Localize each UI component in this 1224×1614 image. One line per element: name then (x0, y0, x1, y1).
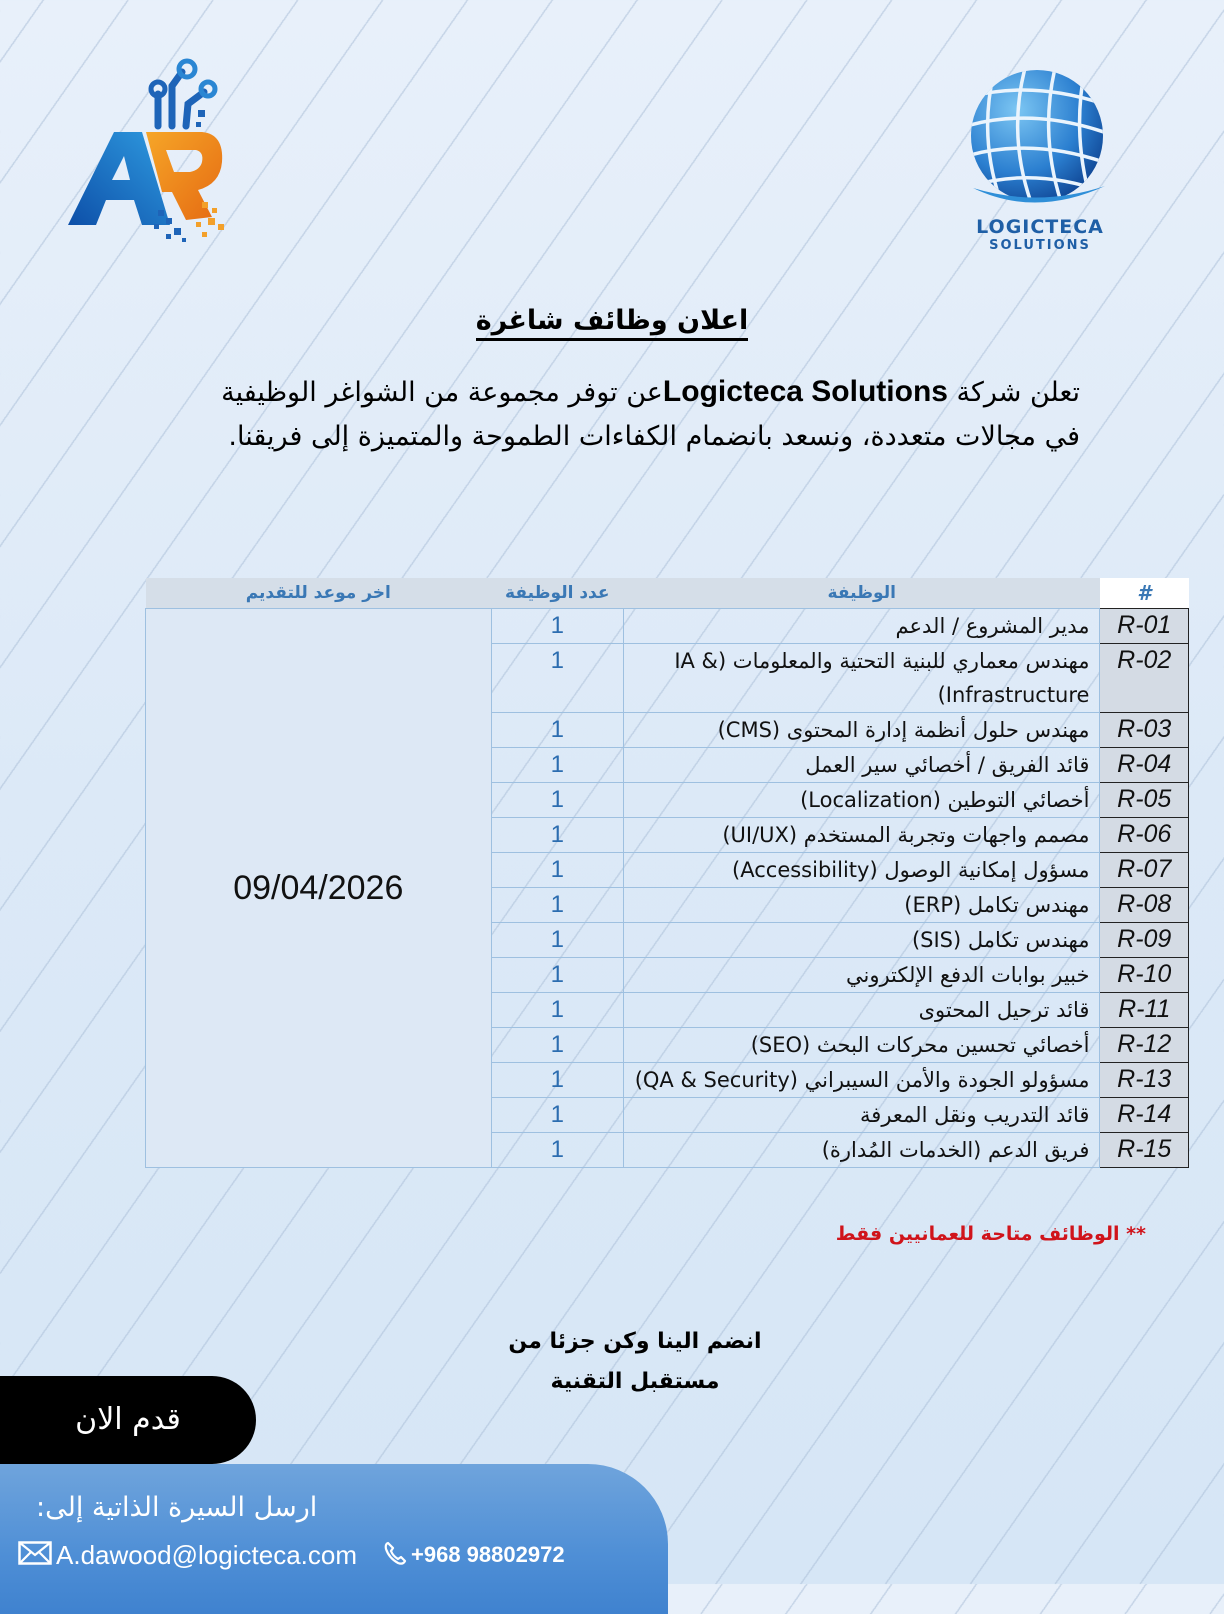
apply-now-label: قدم الان (75, 1402, 181, 1437)
job-code-cell: R-05 (1100, 783, 1189, 818)
slogan-line2: مستقبل التقنية (550, 1369, 720, 1394)
count-cell: 1 (491, 853, 623, 888)
count-cell: 1 (491, 1133, 623, 1168)
logicteca-logo (955, 68, 1125, 258)
job-code-cell: R-03 (1100, 713, 1189, 748)
logo-brand-line2: SOLUTIONS (989, 238, 1091, 253)
contact-label: ارسل السيرة الذاتية إلى: (36, 1492, 318, 1523)
job-title-cell: قائد ترحيل المحتوى (624, 993, 1100, 1028)
apply-now-button[interactable] (0, 1376, 256, 1464)
job-title-cell: قائد الفريق / أخصائي سير العمل (624, 748, 1100, 783)
eligibility-note: ** الوظائف متاحة للعمانيين فقط (835, 1223, 1146, 1245)
envelope-icon (18, 1541, 52, 1570)
job-code-cell: R-12 (1100, 1028, 1189, 1063)
job-code-cell: R-07 (1100, 853, 1189, 888)
intro-before-company: تعلن شركة (947, 377, 1080, 408)
page-title: اعلان وظائف شاغرة (0, 305, 1224, 336)
job-title-cell: أخصائي تحسين محركات البحث (SEO) (624, 1028, 1100, 1063)
job-code-cell: R-11 (1100, 993, 1189, 1028)
job-code-cell: R-02 (1100, 644, 1189, 713)
deadline-cell: 09/04/2026 (146, 609, 492, 1168)
job-title-cell: مصمم واجهات وتجربة المستخدم (UI/UX) (624, 818, 1100, 853)
header-count: عدد الوظيفة (491, 578, 623, 609)
intro-paragraph (195, 370, 1080, 459)
contact-email[interactable]: A.dawood@logicteca.com (56, 1539, 357, 1570)
job-code-cell: R-09 (1100, 923, 1189, 958)
count-cell: 1 (491, 1098, 623, 1133)
table-row (146, 609, 1189, 644)
count-cell: 1 (491, 1028, 623, 1063)
count-cell: 1 (491, 748, 623, 783)
job-code-cell: R-10 (1100, 958, 1189, 993)
job-code-cell: R-14 (1100, 1098, 1189, 1133)
count-cell: 1 (491, 644, 623, 713)
table-header-row (146, 578, 1189, 609)
header-title: الوظيفة (624, 578, 1100, 609)
job-title-cell: مسؤول إمكانية الوصول (Accessibility) (624, 853, 1100, 888)
job-title-cell: فريق الدعم (الخدمات المُدارة) (624, 1133, 1100, 1168)
count-cell: 1 (491, 958, 623, 993)
company-name: Logicteca Solutions (662, 375, 948, 408)
header-code: # (1100, 578, 1189, 609)
job-code-cell: R-04 (1100, 748, 1189, 783)
count-cell: 1 (491, 888, 623, 923)
job-title-cell: مهندس تكامل (SIS) (624, 923, 1100, 958)
job-title-cell: مهندس معماري للبنية التحتية والمعلومات (IA & Infrastructure) (624, 644, 1100, 713)
intro-after-company: عن توفر مجموعة من الشواغر الوظيفية في مجالات متعددة، ونسعد بانضمام الكفاءات الطموحة والمتميزة إلى فريقنا. (221, 377, 1080, 452)
job-code-cell: R-06 (1100, 818, 1189, 853)
job-title-cell: أخصائي التوطين (Localization) (624, 783, 1100, 818)
job-code-cell: R-08 (1100, 888, 1189, 923)
job-code-cell: R-13 (1100, 1063, 1189, 1098)
count-cell: 1 (491, 783, 623, 818)
job-title-cell: مسؤولو الجودة والأمن السيبراني (QA & Security) (624, 1063, 1100, 1098)
ar-logo (62, 52, 232, 252)
job-title-cell: مهندس حلول أنظمة إدارة المحتوى (CMS) (624, 713, 1100, 748)
contact-line (18, 1538, 565, 1572)
count-cell: 1 (491, 713, 623, 748)
count-cell: 1 (491, 993, 623, 1028)
job-title-cell: مهندس تكامل (ERP) (624, 888, 1100, 923)
job-title-cell: قائد التدريب ونقل المعرفة (624, 1098, 1100, 1133)
count-cell: 1 (491, 609, 623, 644)
job-title-cell: خبير بوابات الدفع الإلكتروني (624, 958, 1100, 993)
count-cell: 1 (491, 923, 623, 958)
count-cell: 1 (491, 818, 623, 853)
header-deadline: اخر موعد للتقديم (146, 578, 492, 609)
count-cell: 1 (491, 1063, 623, 1098)
contact-phone[interactable]: +968 98802972 (411, 1542, 565, 1567)
job-title-cell: مدير المشروع / الدعم (624, 609, 1100, 644)
job-code-cell: R-15 (1100, 1133, 1189, 1168)
phone-icon (383, 1540, 409, 1571)
job-code-cell: R-01 (1100, 609, 1189, 644)
logo-brand-line1: LOGICTECA (976, 216, 1104, 238)
jobs-table (145, 578, 1189, 1168)
slogan-line1: انضم الينا وكن جزئا من (508, 1329, 762, 1354)
